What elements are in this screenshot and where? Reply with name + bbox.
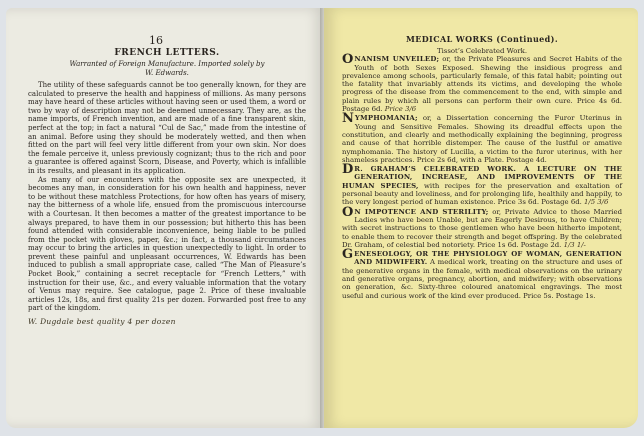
entry-title: YMPHOMANIA;: [354, 114, 418, 123]
entry-body: or, a Dissertation concerning the Furor Uterinus in Young and Sensitive Females. Showing its dreadful effects upon the constitution, and clearly and methodically explaining the beginning, progress and cause of that horrible distemper. The cause of the lustful or amative nymphomania. The history of Lucilla, a victim to the furor uterinus, with her shameless practices. Price 2s 6d, with a Plate. Postage 4d.: [342, 114, 622, 164]
catalog-entry: [342, 47, 622, 113]
entry-body: with recipes for the preservation and exaltation of personal beauty and loveliness, and for prolonging life, healthily and happily, to the very longest period of human existence. Price 3s 6d. Postage 6d.: [342, 181, 622, 207]
handwritten-price-note: 1/5 3/6: [584, 198, 609, 207]
handwritten-note: W. Dugdale best quality 4 per dozen: [28, 317, 176, 327]
entry-body: or, Private Advice to those Married Ladies who have been Unable, but are Eagerly Desirous, to have Children; with secret instructions to those gentlemen who have been hitherto impotent, to enable them to recover their strength and beget offspring. By the celebrated Dr. Graham, of celestial bed notoriety. Price 1s 6d. Postage 2d.: [342, 207, 622, 249]
drop-cap: O: [342, 52, 354, 68]
drop-cap: G: [342, 247, 354, 263]
section-subtitle-author: W. Edwards.: [145, 68, 189, 77]
entry-text: [342, 111, 622, 164]
drop-cap: D: [342, 162, 354, 178]
catalog-entry: [342, 247, 622, 300]
entries-list: [342, 47, 622, 300]
entry-title: ENESEOLOGY, OR THE PHYSIOLOGY OF WOMAN, GENERATION AND MIDWIFERY.: [354, 250, 622, 267]
section-subtitle: Warranted of Foreign Manufacture. Imported solely by: [69, 60, 265, 68]
handwritten-price-note: Price 3/6: [384, 105, 417, 114]
entry-text: [342, 204, 622, 249]
entry-body: or, the Private Pleasures and Secret Habits of the Youth of both Sexes Exposed. Shewing the insidious progress and prevalence among schools, particularly female, of this fatal habit; pointing out the fatality that invariably attends its victims, and developing the whole progress of the disease from the commencement to the end, with simple and plain rules by which all persons can perform their own cure. Price 4s 6d. Postage 6d.: [342, 55, 622, 114]
page-number: 16: [149, 34, 163, 47]
entry-text: [342, 162, 622, 207]
entry-title: NANISM UNVEILED;: [354, 55, 440, 64]
paragraph: As many of our encounters with the opposite sex are unexpected, it becomes any man, in consideration for his own health and happiness, never to be without these matchless Protections, for how often has years of misery, nay the bitterness of a whole life, ensued from the promiscuous intercourse with a Courtesan. It then becomes a matter of the greatest importance to be always prepared, to have them in our possession; but hitherto this has been found attended with considerable inconvenience, being liable to be pulled from the pocket with gloves, paper, &c.; in fact, a thousand circumstances may occur to bring the articles in question unexpectedly to light. In order to prevent these painful and unpleasant occurrences, W. Edwards has been induced to publish a small appropriate case, called “The Man of Pleasure’s Pocket Book,” containing a secret receptacle for “French Letters,” with instruction for their use, &c., and every valuable information that the votary of Venus may require. See catalogue, page 2. Price of these invaluable articles 12s, 18s, and first quality 21s per dozen. Forwarded post free to any part of the kingdom.: [28, 175, 306, 313]
entry-text: [342, 52, 622, 114]
entry-title: N IMPOTENCE AND STERILITY;: [354, 207, 489, 216]
entry-text: [342, 247, 622, 300]
catalog-entry: [342, 111, 622, 164]
open-booklet: [6, 8, 638, 428]
page-header: MEDICAL WORKS (Continued).: [405, 34, 559, 44]
catalog-entry: [342, 204, 622, 249]
handwritten-price-note: 1/3 1/-: [563, 240, 586, 249]
catalog-entry: [342, 162, 622, 207]
drop-cap: N: [342, 111, 354, 127]
section-title: FRENCH LETTERS.: [114, 48, 220, 58]
entry-preface: Tissot’s Celebrated Work.: [436, 47, 528, 55]
right-page: [324, 8, 638, 428]
entry-title: R. GRAHAM’S CELEBRATED WORK. A LECTURE ON THE GENERATION, INCREASE, AND IMPROVEMENTS OF THE HUMAN SPECIES,: [342, 165, 622, 190]
entry-body: A medical work, treating on the structure and uses of the generative organs in the female, with medical observations on the urinary and generative organs, pregnancy, abortion, and midwifery; with observations on generation, &c. Sixty-three coloured anatomical engravings. The most useful and curious work of the kind ever produced. Price 5s. Postage 1s.: [342, 258, 622, 300]
drop-cap: O: [342, 204, 354, 220]
paragraph: The utility of these safeguards cannot be too generally known, for they are calculated to preserve the health and happiness of millions. As many persons may have heard of these articles without having seen or used them, a word or two by way of description may not be deemed unnecessary. They are, as the name imports, of French invention, and are made of a fine transparent skin, perfect at the top; in fact a natural “Cul de Sac,” made from the intestine of an animal. Before using they should be moderately wetted, and then when fitted on the part will feel very little different from your own skin. Nor does the female perceive it, unless previously cognizant; thus to the rich and poor a guarantee is offered against Scorn, Disease, and Poverty, which is infallible in its results, and pleasant in its application.: [28, 81, 306, 175]
left-page: [6, 8, 324, 428]
